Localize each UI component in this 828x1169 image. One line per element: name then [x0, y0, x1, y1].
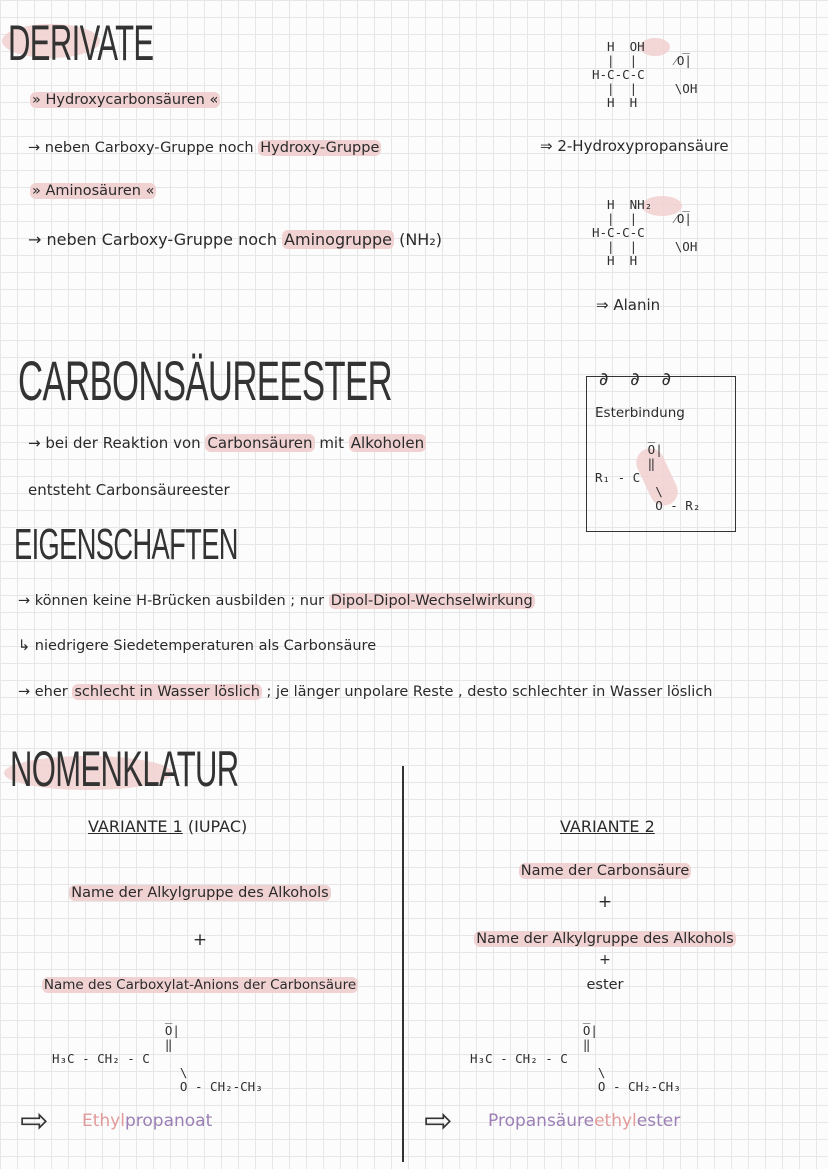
- amino-description: → neben Carboxy-Gruppe noch Aminogruppe (NH₂): [28, 230, 442, 249]
- v1-ester-structure: _ O| ‖ H₃C - CH₂ - C \ O - CH₂-CH₃: [52, 1009, 263, 1094]
- property-line-3: → eher schlecht in Wasser löslich ; je länger unpolare Reste , desto schlechter in Wasser löslich: [18, 684, 713, 700]
- ester-line-1: → bei der Reaktion von Carbonsäuren mit Alkoholen: [28, 434, 425, 452]
- property-line-2: ↳ niedrigere Siedetemperaturen als Carbonsäure: [18, 638, 377, 654]
- v2-arrow-icon: ⇨: [424, 1101, 453, 1141]
- section-title-derivate: DERIVATE: [8, 15, 154, 71]
- v2-part-3: ester: [586, 977, 624, 993]
- property-line-1: → können keine H-Brücken ausbilden ; nur Dipol-Dipol-Wechselwirkung: [18, 593, 533, 609]
- v2-ester-structure: _ O| ‖ H₃C - CH₂ - C \ O - CH₂-CH₃: [470, 1009, 681, 1094]
- hydroxy-structure: H OH _ | | ⁄O| H-C-C-C | | \OH H H: [592, 39, 698, 110]
- ester-bond-structure: _ O| ‖ R₁ - C \ O - R₂: [595, 428, 701, 513]
- variante-2-title: VARIANTE 2: [560, 817, 655, 836]
- amino-structure: H NH₂ _ | | ⁄O| H-C-C-C | | \OH H H: [592, 197, 698, 268]
- hydroxy-description: → neben Carboxy-Gruppe noch Hydroxy-Gruppe: [28, 140, 380, 156]
- amino-result: ⇒ Alanin: [596, 296, 661, 314]
- v2-part-2: Name der Alkylgruppe des Alkohols: [476, 931, 734, 947]
- section-title-ester: CARBONSÄUREESTER: [18, 349, 393, 412]
- v2-part-1: Name der Carbonsäure: [520, 863, 690, 879]
- section-title-nomenklatur: NOMENKLATUR: [10, 741, 239, 797]
- amino-heading: » Aminosäuren «: [32, 183, 155, 199]
- v1-part-1: Name der Alkylgruppe des Alkohols: [71, 885, 329, 901]
- v2-plus-1: +: [597, 892, 613, 912]
- hydroxy-heading: » Hydroxycarbonsäuren «: [32, 92, 219, 108]
- v2-result: Propansäureethylester: [488, 1111, 681, 1131]
- v1-plus: +: [192, 930, 208, 950]
- box-title: Esterbindung: [595, 405, 685, 421]
- v1-arrow-icon: ⇨: [20, 1101, 49, 1141]
- esterbindung-box: [586, 369, 736, 532]
- v1-result: Ethylpropanoat: [82, 1111, 213, 1131]
- ester-line-2: entsteht Carbonsäureester: [28, 481, 230, 499]
- v1-part-2: Name des Carboxylat-Anions der Carbonsäure: [43, 977, 357, 993]
- v2-plus-2: +: [599, 952, 611, 968]
- column-divider: [402, 766, 404, 1162]
- hydroxy-result: ⇒ 2-Hydroxypropansäure: [540, 137, 729, 155]
- section-title-eigenschaften: EIGENSCHAFTEN: [14, 520, 238, 569]
- spiral-binding-icon: ∂∂∂: [599, 369, 693, 390]
- variante-1-title: VARIANTE 1 (IUPAC): [88, 817, 248, 836]
